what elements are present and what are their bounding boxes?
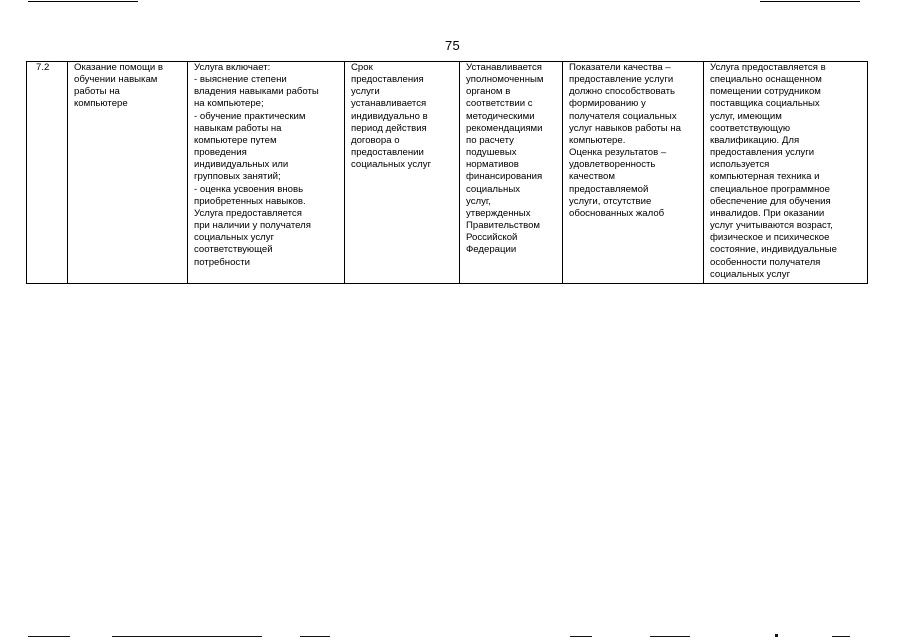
service-rate-cell: Устанавливается уполномоченным органом в соответствии с методическими рекомендациями по расчету подушевых нормативов финансирования социальных услуг, утвержденных Правительством Российской Федерации (460, 62, 563, 284)
scan-mark (650, 636, 690, 637)
services-table (26, 61, 868, 284)
scan-mark (832, 636, 850, 637)
top-edge-line-left (28, 1, 138, 2)
service-content-cell: Услуга включает: - выяснение степени владения навыками работы на компьютере; - обучение практическим навыкам работы на компьютере путем проведения индивидуальных или групповых занятий; - оценка усвоения вновь приобретенных навыков. Услуга предоставляется при наличии у получателя социальных услуг соответствующей потребности (188, 62, 345, 284)
service-conditions-cell: Услуга предоставляется в специально оснащенном помещении сотрудником поставщика социальных услуг, имеющим соответствующую квалификацию. Для предоставления услуги используется компьютерная техника и специальное программное обеспечение для обучения инвалидов. При оказании услуг учитываются возраст, физическое и психическое состояние, индивидуальные особенности получателя социальных услуг (704, 62, 868, 284)
page-number: 75 (444, 38, 461, 53)
top-edge-line-right (760, 1, 860, 2)
service-quality-cell: Показатели качества – предоставление услуги должно способствовать формированию у получателя социальных услуг навыков работы на компьютере. Оценка результатов – удовлетворенность качеством предоставляемой услуги, отсутствие обоснованных жалоб (563, 62, 704, 284)
scan-mark (570, 636, 592, 637)
service-term-cell: Срок предоставления услуги устанавливается индивидуально в период действия договора о предоставлении социальных услуг (345, 62, 460, 284)
row-number-cell: 7.2 (27, 62, 68, 284)
service-name-cell: Оказание помощи в обучении навыкам работы на компьютере (68, 62, 188, 284)
scan-mark (775, 634, 778, 637)
table-row (27, 62, 868, 284)
scan-mark (28, 636, 70, 637)
scan-mark (112, 636, 262, 637)
scan-mark (300, 636, 330, 637)
